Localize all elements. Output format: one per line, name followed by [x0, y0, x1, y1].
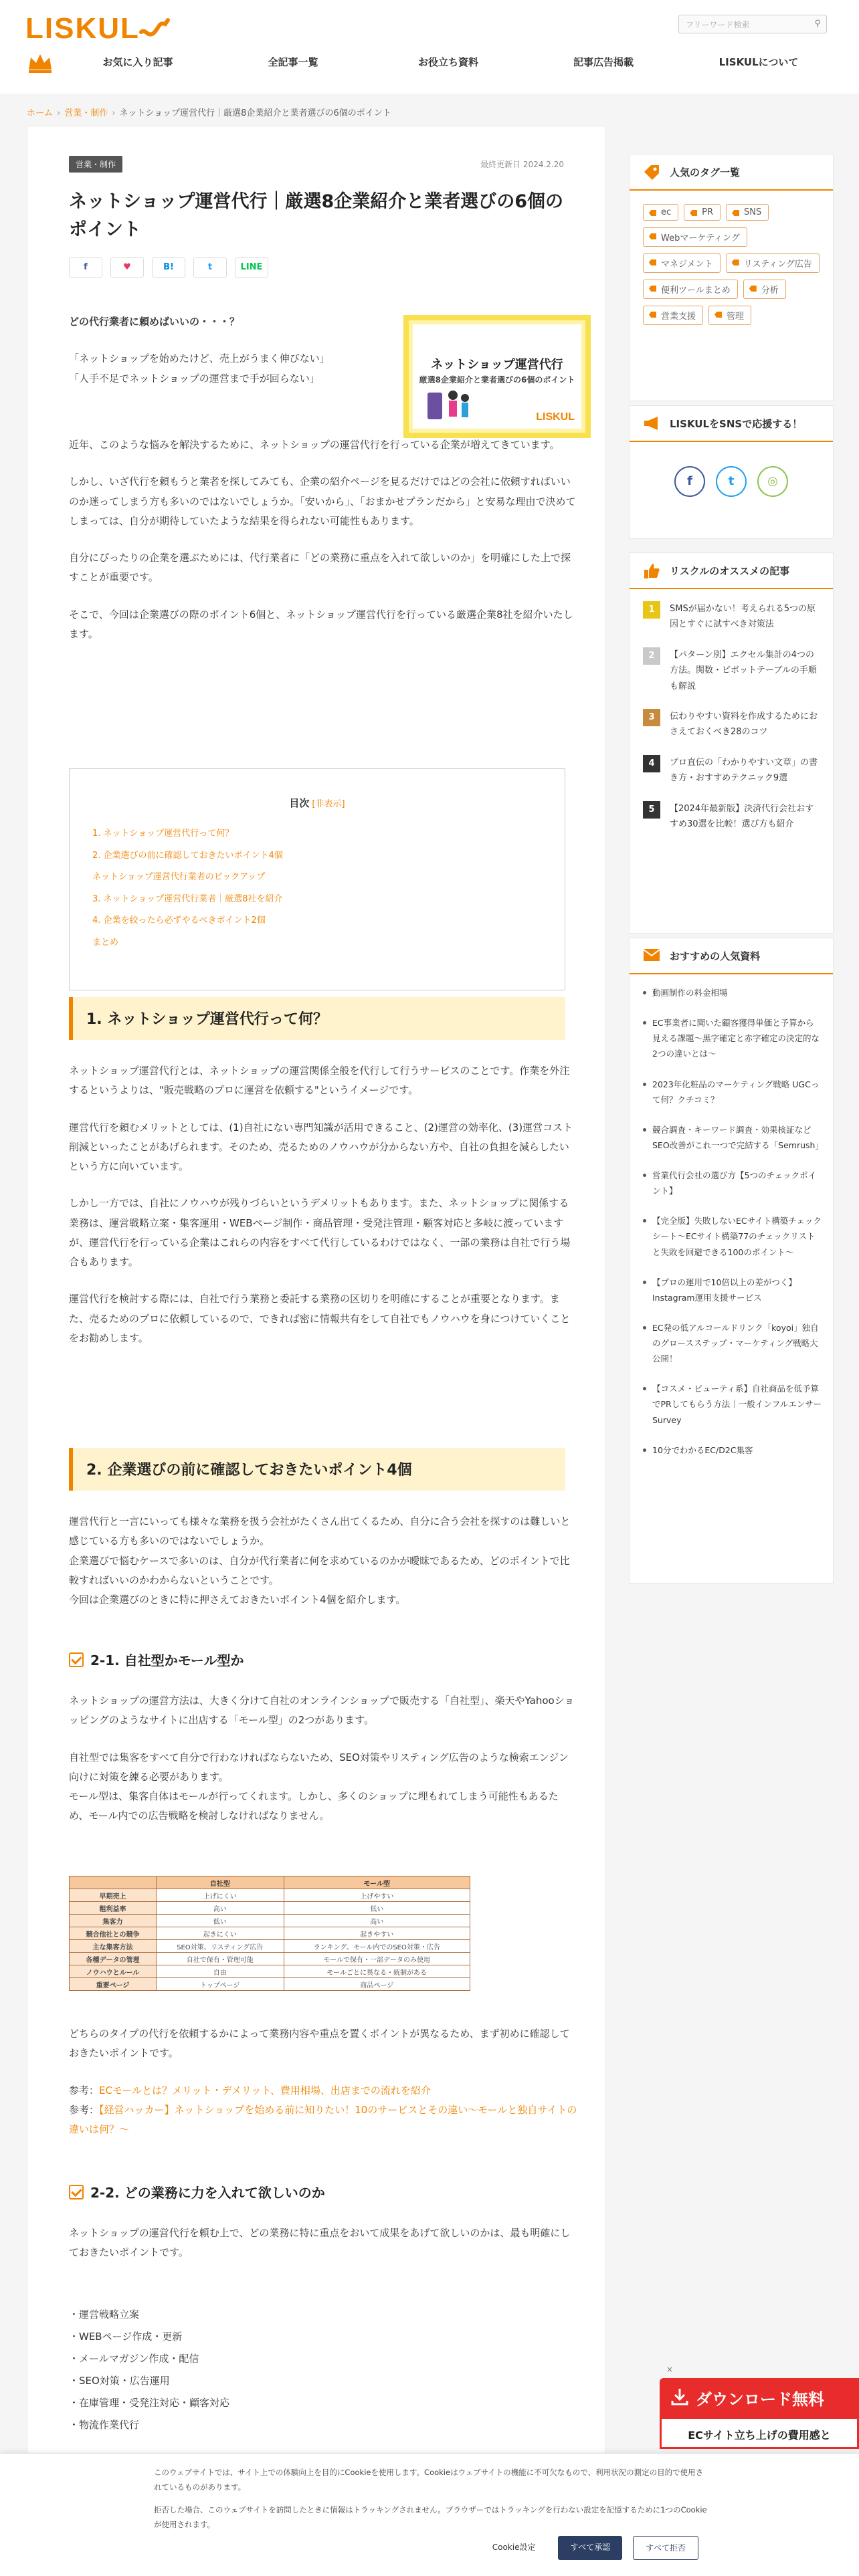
- toc-item[interactable]: まとめ: [92, 937, 119, 948]
- cookie-text: 拒否した場合、このウェブサイトを訪問したときに情報はトラッキングされません。ブラウザーではトラッキングを行わない設定を記憶するために1つのCookieが使用されます。: [154, 2504, 707, 2529]
- nav-about[interactable]: LISKULについて: [719, 56, 799, 68]
- rank-badge: 1: [643, 601, 660, 619]
- sidebar-sns-widget: [629, 405, 834, 539]
- download-banner[interactable]: [660, 2378, 859, 2417]
- sec2-para: 今回は企業選びのときに特に押さえておきたいポイント4個を紹介します。: [69, 1594, 406, 1606]
- table-cell: 高い: [157, 1902, 284, 1915]
- table-cell: ノウハウとルール: [70, 1965, 157, 1978]
- table-header-cell: 自社型: [157, 1876, 284, 1889]
- facebook-icon[interactable]: f: [674, 466, 705, 497]
- toc-item[interactable]: 4. 企業を絞ったら必ずやるべきポイント2個: [92, 916, 266, 926]
- cookie-settings-button[interactable]: Cookie設定: [492, 2543, 536, 2552]
- tag-icon: [643, 164, 660, 181]
- rank-badge: 3: [643, 709, 660, 726]
- tag-chip[interactable]: 管理: [708, 306, 751, 325]
- cookie-reject-button[interactable]: すべて拒否: [633, 2536, 698, 2560]
- table-cell: トップページ: [157, 1978, 284, 1991]
- eyecatch-logo: LISKUL: [536, 411, 575, 423]
- h3-text: 2-1. 自社型かモール型か: [90, 1652, 244, 1669]
- eyecatch-image: [403, 315, 591, 438]
- list-item: ・WEBページ作成・更新: [69, 2331, 183, 2343]
- table-cell: 上げやすい: [284, 1889, 470, 1902]
- toc-toggle[interactable]: [非表示]: [312, 799, 345, 809]
- close-icon[interactable]: ×: [666, 2365, 674, 2374]
- list-item: ・メールマガジン作成・配信: [69, 2353, 199, 2365]
- rank-badge: 2: [643, 647, 660, 665]
- thumbs-up-icon: [643, 562, 660, 580]
- sec1-para: 運営代行を頼むメリットとしては、(1)自社にない専門知識が活用できること、(2)運営の効率化、(3)運営コスト削減といったことがあげられます。そのため、売るためのノウハウが分からない方や、自社の負担を減らしたいという方に向いています。: [69, 1121, 573, 1172]
- subsection-heading-2-1: [69, 1650, 244, 1669]
- feedly-icon[interactable]: ◎: [757, 466, 788, 497]
- table-header-cell: モール型: [284, 1876, 470, 1889]
- ranking-item[interactable]: [643, 647, 822, 694]
- table-cell: 低い: [157, 1915, 284, 1927]
- ref-link[interactable]: 【経営ハッカー】ネットショップを始める前に知りたい！10のサービスとその違い〜モールと独自サイトの違いは何？〜: [69, 2103, 577, 2135]
- sec21-para: モール型は、集客自体はモールが行ってくれます。しかし、多くのショップに埋もれてしまう可能性もあるため、モール内での広告戦略を検討しなければなりません。: [69, 1790, 559, 1822]
- table-row: [70, 1940, 470, 1953]
- h3-text: 2-2. どの業務に力を入れて欲しいのか: [90, 2185, 325, 2201]
- list-item: ・物流作業代行: [69, 2419, 140, 2431]
- nav-favorites[interactable]: お気に入り記事: [102, 56, 173, 68]
- breadcrumb: ホーム › 営業・制作 › ネットショップ運営代行｜厳選8企業紹介と業者選びの6個のポイント: [27, 108, 391, 118]
- share-facebook-button[interactable]: f: [69, 257, 102, 278]
- sec1-para: ネットショップ運営代行とは、ネットショップの運営関係全般を代行して行うサービスのことです。作業を外注するというよりは、"販売戦略のプロに運営を依頼する"というイメージです。: [69, 1065, 570, 1097]
- download-banner-subtitle[interactable]: ECサイト立ち上げの費用感と: [660, 2417, 859, 2449]
- breadcrumb-category[interactable]: 営業・制作: [64, 108, 108, 118]
- site-header: [0, 0, 859, 94]
- section-2-1-body: [69, 1691, 577, 1844]
- table-row: [70, 1927, 470, 1940]
- table-cell: 集客力: [70, 1915, 157, 1927]
- section-2-1-after: [69, 2024, 577, 2157]
- toc-item[interactable]: ネットショップ運営代行業者のピックアップ: [92, 872, 266, 882]
- ranking-item[interactable]: [643, 755, 822, 786]
- toc-item[interactable]: 1. ネットショップ運営代行って何？: [92, 829, 234, 839]
- tag-chip[interactable]: 営業支援: [643, 306, 703, 325]
- table-cell: 自由: [157, 1965, 284, 1978]
- resource-link[interactable]: 2023年化粧品のマーケティング戦略 UGCって何？クチコミ？: [643, 1077, 822, 1107]
- table-row: [70, 1965, 470, 1978]
- table-row: [70, 1978, 470, 1991]
- section-heading-2: 2. 企業選びの前に確認しておきたいポイント4個: [69, 1448, 565, 1491]
- site-logo[interactable]: LISKUL: [25, 12, 140, 45]
- table-cell: SEO対策、リスティング広告: [157, 1940, 284, 1953]
- share-hatena-button[interactable]: B!: [152, 257, 185, 278]
- table-cell: 競合他社との競争: [70, 1927, 157, 1940]
- ranking-list: [630, 589, 833, 853]
- table-cell: 低い: [284, 1902, 470, 1915]
- tag-chip[interactable]: 便利ツールまとめ: [643, 280, 738, 299]
- sec2-para: 運営代行と一言にいっても様々な業務を扱う会社がたくさん出てくるため、自分に合う会社を探すのは難しいと感じている方も多いのではないでしょうか。: [69, 1515, 571, 1547]
- resource-link[interactable]: EC発の低アルコールドリンク「koyoi」独自のグロースステップ・マーケティング戦略大公開！: [643, 1320, 822, 1366]
- sec1-para: 運営代行を検討する際には、自社で行う業務と委託する業務の区切りを明確にすることが重要となります。また、売るためのプロに依頼しているので、できれば密に情報共有をして自社でもノウハウを身につけていくことをお勧めします。: [69, 1293, 571, 1344]
- table-cell: 主な集客方法: [70, 1940, 157, 1953]
- ranking-title[interactable]: プロ直伝の「わかりやすい文章」の書き方・おすすめテクニック9選: [670, 757, 818, 784]
- tag-chip[interactable]: リスティング広告: [726, 253, 820, 273]
- widget-title: 人気のタグ一覧: [670, 167, 741, 179]
- subsection-heading-2-2: [69, 2182, 325, 2202]
- ranking-title[interactable]: 【2024年最新版】決済代行会社おすすめ30選を比較！選び方も紹介: [670, 803, 814, 829]
- resource-link[interactable]: 動画制作の料金相場: [643, 985, 822, 1000]
- sidebar-ranking-widget: [629, 552, 834, 934]
- resource-link[interactable]: 営業代行会社の選び方【5つのチェックポイント】: [643, 1168, 822, 1198]
- table-cell: 起きにくい: [157, 1927, 284, 1940]
- list-item: ・SEO対策・広告運用: [69, 2375, 170, 2387]
- table-cell: 起きやすい: [284, 1927, 470, 1940]
- toc-item[interactable]: 3. ネットショップ運営代行業者｜厳選8社を紹介: [92, 893, 283, 904]
- eyecatch-subtitle: 厳選8企業紹介と業者選びの6個のポイント: [419, 375, 575, 385]
- section-1-body: [69, 1061, 577, 1366]
- sec21-para: ネットショップの運営方法は、大きく分けて自社のオンラインショップで販売する「自社型」、楽天やYahooショッピングのようなサイトに出店する「モール型」の2つがあります。: [69, 1695, 575, 1727]
- tag-chip[interactable]: マネジメント: [643, 253, 721, 273]
- sidebar-tags-widget: [629, 154, 834, 401]
- nav-resources[interactable]: お役立ち資料: [417, 56, 478, 68]
- rank-badge: 4: [643, 755, 660, 772]
- article-intro-cont: [69, 439, 577, 661]
- tag-chip[interactable]: PR: [684, 204, 721, 221]
- cookie-consent-bar: [0, 2453, 859, 2576]
- eyecatch-title: ネットショップ運営代行: [431, 358, 563, 372]
- cookie-accept-button[interactable]: すべて承認: [558, 2536, 622, 2560]
- toc-item[interactable]: 2. 企業選びの前に確認しておきたいポイント4個: [92, 850, 283, 861]
- section-heading-1: 1. ネットショップ運営代行って何？: [69, 997, 565, 1040]
- ref-link[interactable]: ECモールとは？メリット・デメリット、費用相場、出店までの流れを紹介: [99, 2084, 431, 2097]
- resource-link[interactable]: 10分でわかるEC/D2C集客: [643, 1442, 822, 1458]
- share-pocket-button[interactable]: ♥: [110, 257, 144, 278]
- ranking-item[interactable]: [643, 601, 822, 633]
- table-cell: ランキング、モール内でのSEO対策・広告: [284, 1940, 470, 1953]
- widget-title: おすすめの人気資料: [670, 950, 761, 962]
- table-cell: 重要ページ: [70, 1978, 157, 1991]
- download-icon: [670, 2387, 689, 2406]
- lead-question: どの代行業者に頼めばいいの・・・？: [69, 316, 240, 328]
- resource-list: [630, 974, 833, 1477]
- breadcrumb-home[interactable]: ホーム: [27, 108, 54, 118]
- people-illustration-icon: [425, 383, 472, 423]
- ranking-title[interactable]: 【パターン別】エクセル集計の4つの方法。関数・ピボットテーブルの手順も解説: [670, 649, 817, 691]
- table-row: [70, 1889, 470, 1902]
- twitter-icon[interactable]: t: [716, 466, 747, 497]
- list-item: ・運営戦略立案: [69, 2309, 140, 2321]
- breadcrumb-current: ネットショップ運営代行｜厳選8企業紹介と業者選びの6個のポイント: [119, 108, 391, 118]
- nav-advertise[interactable]: 記事広告掲載: [573, 56, 634, 68]
- table-header-cell: [70, 1876, 157, 1889]
- intro-para-3: 自分にぴったりの企業を選ぶためには、代行業者に「どの業務に重点を入れて欲しいのか」を明確にした上で探すことが重要です。: [69, 552, 571, 584]
- sns-links: [630, 442, 833, 524]
- list-item: ・在庫管理・受発注対応・顧客対応: [69, 2397, 230, 2409]
- ranking-item[interactable]: [643, 801, 822, 833]
- comparison-table: [69, 1876, 470, 1991]
- ranking-title[interactable]: SMSが届かない！考えられる5つの原因とすぐに試すべき対策法: [670, 604, 816, 630]
- check-icon: [69, 2185, 84, 2199]
- table-cell: 自社で保有・管理可能: [157, 1953, 284, 1965]
- intro-quote-1: 「ネットショップを始めたけど、売上がうまく伸びない」: [69, 352, 330, 365]
- resource-link[interactable]: 【完全版】失敗しないECサイト構築チェックシート〜ECサイト構築77のチェックリストと失敗を回避できる100のポイント〜: [643, 1213, 822, 1259]
- share-line-button[interactable]: LINE: [235, 257, 268, 278]
- task-list: [69, 2304, 229, 2436]
- sec22-para: ネットショップの運営代行を頼む上で、どの業務に特に重点をおいて成果をあげて欲しいのかは、最も明確にしておきたいポイントです。: [69, 2227, 571, 2259]
- resource-link[interactable]: 競合調査・キーワード調査・効果検証などSEO改善がこれ一つで完結する「Semrush」: [643, 1122, 822, 1153]
- category-badge[interactable]: 営業・制作: [69, 156, 122, 173]
- global-nav: [60, 55, 836, 69]
- intro-para-2: しかし、いざ代行を頼もうと業者を探してみても、企業の紹介ページを見るだけではどの会社に依頼すればいいのか迷ってしまう方も多いのではないでしょうか。「安いから」、「おまかせプランだから」と安易な理由で決めてしまっては、自分が期待していたような結果を得られない可能性もあります。: [69, 475, 576, 527]
- sec2-para: 企業選びで悩むケースで多いのは、自分が代行業者に何を求めているのかが曖昧であるため、どのポイントで比較すればいいのかわからないということです。: [69, 1554, 570, 1586]
- section-2-body: [69, 1512, 577, 1627]
- intro-para-4: そこで、今回は企業選びの際のポイント6個と、ネットショップ運営代行を行っている厳選企業8社を紹介いたします。: [69, 608, 573, 640]
- tag-chip[interactable]: 分析: [743, 280, 786, 299]
- table-header-row: [70, 1876, 470, 1889]
- intro-para-1: 近年、このような悩みを解決するために、ネットショップの運営代行を行っている企業が増えてきています。: [69, 439, 560, 451]
- article-card: [27, 126, 606, 2466]
- download-label: ダウンロード無料: [696, 2390, 824, 2409]
- article-intro: [69, 312, 390, 389]
- table-cell: 早期売上: [70, 1889, 157, 1902]
- ranking-item[interactable]: [643, 709, 822, 740]
- table-row: [70, 1915, 470, 1927]
- sec1-para: しかし一方では、自社にノウハウが残りづらいというデメリットもあります。また、ネットショップに関係する業務は、運営戦略立案・集客運用・WEBページ制作・商品管理・受発注管理・顧客対応と多岐に渡っていますが、運営代行を行っている企業はこれらの内容をすべて代行しているわけではなく、一部の業務は自社で行う場合もあります。: [69, 1197, 571, 1268]
- table-cell: 商品ページ: [284, 1978, 470, 1991]
- table-cell: モールごとに異なる・統制がある: [284, 1965, 470, 1978]
- resource-link[interactable]: 【コスメ・ビューティ系】自社商品を低予算でPRしてもらう方法｜一般インフルエンサーSurvey: [643, 1381, 822, 1427]
- share-twitter-button[interactable]: t: [193, 257, 227, 278]
- section-2-2-body: [69, 2224, 577, 2280]
- page-title: ネットショップ運営代行｜厳選8企業紹介と業者選びの6個のポイント: [69, 191, 564, 240]
- intro-quote-2: 「人手不足でネットショップの運営まで手が回らない」: [69, 372, 320, 385]
- ranking-title[interactable]: 伝わりやすい資料を作成するためにおさえておくべき28のコツ: [670, 711, 818, 738]
- reference-link-1: 参考：ECモールとは？メリット・デメリット、費用相場、出店までの流れを紹介: [69, 2084, 431, 2097]
- resource-link[interactable]: EC事業者に聞いた顧客獲得単価と予算から見える課題〜黒字確定と赤字確定の決定的な2つの違いとは〜: [643, 1015, 822, 1061]
- table-cell: 上げにくい: [157, 1889, 284, 1902]
- table-cell: 高い: [284, 1915, 470, 1927]
- cookie-text: このウェブサイトでは、サイト上での体験向上を目的にCookieを使用します。Cookieはウェブサイトの機能に不可欠なもので、利用状況の測定の目的で使用されているものがあります。: [154, 2468, 704, 2492]
- widget-title: リスクルのオススメの記事: [670, 565, 790, 577]
- sec21b-para: どちらのタイプの代行を依頼するかによって業務内容や重点を置くポイントが異なるため、まず初めに確認しておきたいポイントです。: [69, 2028, 570, 2060]
- tag-list: [630, 191, 833, 332]
- table-of-contents: [69, 768, 565, 990]
- search-input[interactable]: [678, 15, 827, 33]
- mail-icon: [643, 948, 660, 962]
- resource-link[interactable]: 【プロの運用で10倍以上の差がつく】Instagram運用支援サービス: [643, 1275, 822, 1305]
- reference-link-2: 参考：【経営ハッカー】ネットショップを始める前に知りたい！10のサービスとその違い〜モールと独自サイトの違いは何？〜: [69, 2103, 577, 2135]
- toc-title: 目次: [289, 797, 310, 809]
- table-cell: 粗利益率: [70, 1902, 157, 1915]
- search-placeholder: フリーワード検索: [686, 20, 750, 29]
- table-row: [70, 1953, 470, 1965]
- share-buttons: [69, 257, 268, 278]
- sec21-para: 自社型では集客をすべて自分で行わなければならないため、SEO対策やリスティング広告のような検索エンジン向けに対策を練る必要があります。: [69, 1751, 569, 1783]
- tag-chip[interactable]: SNS: [726, 204, 769, 221]
- crown-icon: [27, 52, 54, 74]
- table-cell: モールで保有・一部データのみ使用: [284, 1953, 470, 1965]
- rank-badge: 5: [643, 801, 660, 819]
- nav-all-articles[interactable]: 全記事一覧: [268, 56, 318, 68]
- search-icon[interactable]: ⚲: [814, 19, 821, 29]
- updated-date: 最終更新日 2024.2.20: [480, 160, 564, 169]
- check-icon: [69, 1652, 84, 1667]
- tag-chip[interactable]: ec: [643, 204, 678, 221]
- table-cell: 各種データの管理: [70, 1953, 157, 1965]
- sidebar-resources-widget: [629, 938, 834, 1584]
- logo-swoosh-icon: [138, 15, 172, 44]
- table-row: [70, 1902, 470, 1915]
- megaphone-icon: [643, 415, 662, 431]
- widget-title: LISKULをSNSで応援する！: [670, 418, 803, 430]
- tag-chip[interactable]: Webマーケティング: [643, 227, 747, 247]
